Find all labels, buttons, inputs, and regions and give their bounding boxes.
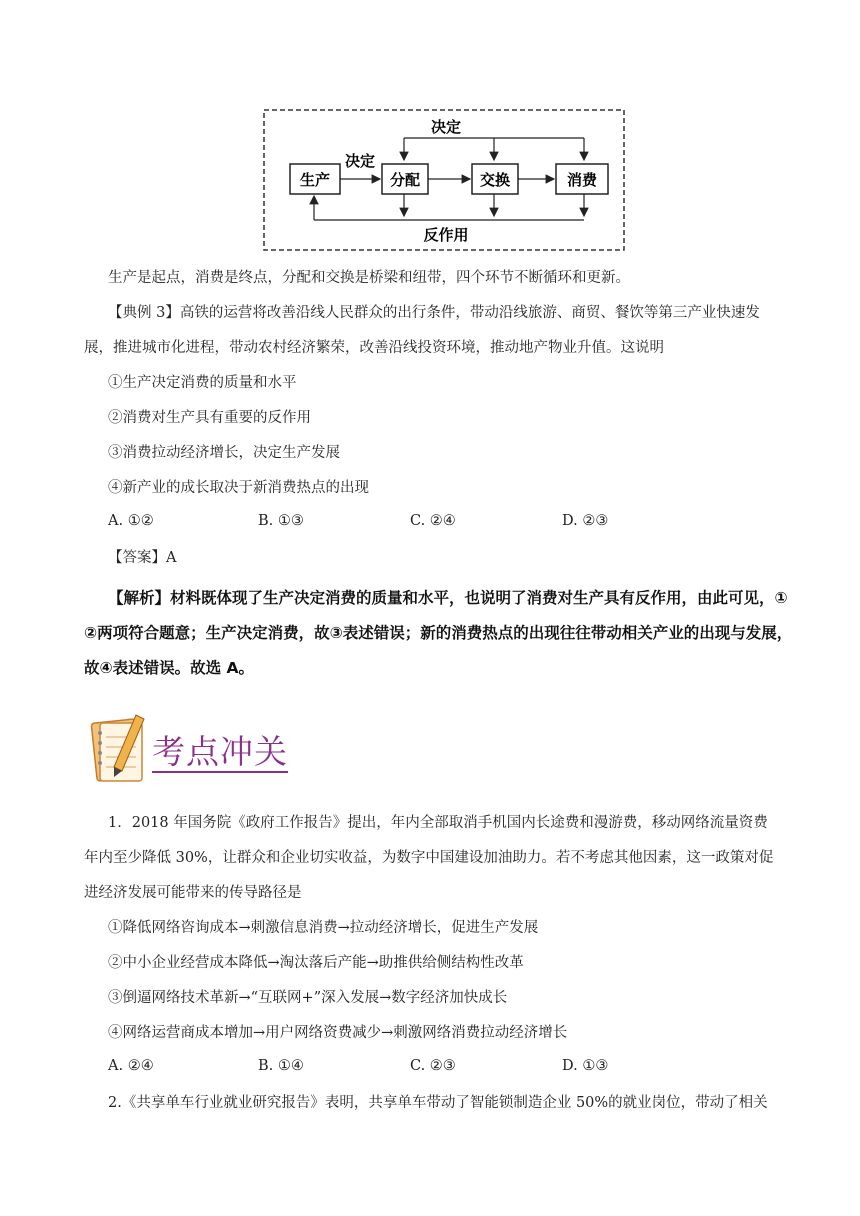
notebook-pencil-icon xyxy=(90,709,152,787)
section-title: 考点冲关 xyxy=(152,732,288,771)
box-label-exchange: 交换 xyxy=(479,171,511,189)
example3-item-3: ③消费拉动经济增长，决定生产发展 xyxy=(108,445,340,461)
q1-item-2: ②中小企业经营成本降低→淘汰落后产能→助推供给侧结构性改革 xyxy=(108,955,524,971)
q1-item-3: ③倒逼网络技术革新→“互联网+”深入发展→数字经济加快成长 xyxy=(108,990,508,1006)
example3-item-1: ①生产决定消费的质量和水平 xyxy=(108,375,297,391)
label-mid-decide: 决定 xyxy=(344,152,376,170)
label-feedback: 反作用 xyxy=(423,226,469,244)
q1-item-1: ①降低网络咨询成本→刺激信息消费→拉动经济增长，促进生产发展 xyxy=(108,920,539,936)
q1-line3: 进经济发展可能带来的传导路径是 xyxy=(84,885,302,901)
q1-option-c: C. ②③ xyxy=(410,1058,456,1074)
production-cycle-diagram xyxy=(258,104,630,256)
example3-option-d: D. ②③ xyxy=(562,513,609,529)
box-label-production: 生产 xyxy=(299,171,331,189)
example3-line1: 【典例 3】高铁的运营将改善沿线人民群众的出行条件，带动沿线旅游、商贸、餐饮等第三产业快速发 xyxy=(108,305,760,321)
q1-item-4: ④网络运营商成本增加→用户网络资费减少→刺激网络消费拉动经济增长 xyxy=(108,1025,568,1041)
analysis-line2: ②两项符合题意；生产决定消费，故③表述错误；新的消费热点的出现往往带动相关产业的出现与发展， xyxy=(84,624,793,642)
q1-option-d: D. ①③ xyxy=(562,1058,609,1074)
diagram-caption: 生产是起点，消费是终点，分配和交换是桥梁和纽带，四个环节不断循环和更新。 xyxy=(108,270,630,286)
analysis-line3: 故④表述错误。故选 A。 xyxy=(84,659,255,677)
box-label-consumption: 消费 xyxy=(566,171,598,189)
example3-option-c: C. ②④ xyxy=(410,513,456,529)
example3-item-2: ②消费对生产具有重要的反作用 xyxy=(108,410,311,426)
q2-line1: 2.《共享单车行业就业研究报告》表明，共享单车带动了智能锁制造企业 50%的就业岗位，带动了相关 xyxy=(108,1095,768,1111)
example3-item-4: ④新产业的成长取决于新消费热点的出现 xyxy=(108,480,369,496)
q1-option-a: A. ②④ xyxy=(108,1058,154,1074)
q1-line1: 1．2018 年国务院《政府工作报告》提出，年内全部取消手机国内长途费和漫游费，移动网络流量资费 xyxy=(108,815,768,831)
q1-option-b: B. ①④ xyxy=(258,1058,304,1074)
analysis-line1: 【解析】材料既体现了生产决定消费的质量和水平，也说明了消费对生产具有反作用，由此可见，① xyxy=(108,589,788,607)
example3-answer: 【答案】A xyxy=(108,550,177,566)
box-label-distribution: 分配 xyxy=(389,171,421,189)
q1-line2: 年内至少降低 30%，让群众和企业切实收益，为数字中国建设加油助力。若不考虑其他因素，这一政策对促 xyxy=(84,850,774,866)
example3-option-b: B. ①③ xyxy=(258,513,304,529)
example3-option-a: A. ①② xyxy=(108,513,154,529)
example3-line2: 展，推进城市化进程，带动农村经济繁荣，改善沿线投资环境，推动地产物业升值。这说明 xyxy=(84,340,664,356)
label-top-decide: 决定 xyxy=(430,118,462,136)
